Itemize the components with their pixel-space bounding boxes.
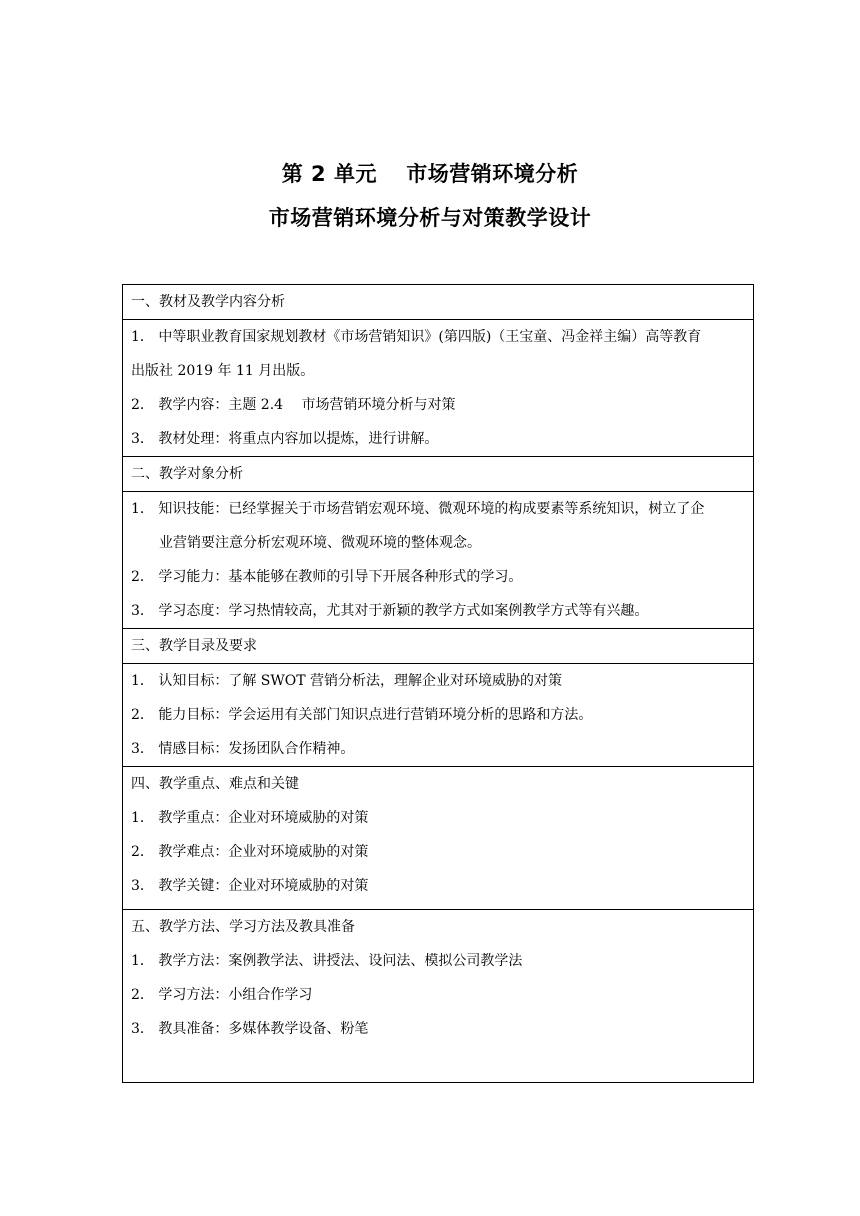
section-3-heading: 三、教学目录及要求 xyxy=(123,629,754,664)
section-5-item-3: 3． 教具准备：多媒体教学设备、粉笔 xyxy=(131,1021,369,1037)
section-1-content-row xyxy=(123,320,754,457)
section-3-item-3: 3． 情感目标：发扬团队合作精神。 xyxy=(131,741,355,757)
section-1-heading: 一、教材及教学内容分析 xyxy=(123,285,754,320)
section-1-header-row xyxy=(123,285,754,320)
section-5-item-2: 2． 学习方法：小组合作学习 xyxy=(131,987,313,1003)
teaching-design-table xyxy=(122,284,754,1083)
section-1-item-2: 2． 教学内容：主题 2.4 市场营销环境分析与对策 xyxy=(131,397,456,413)
lesson-title: 市场营销环境分析与对策教学设计 xyxy=(268,206,592,230)
section-2-item-3: 3． 学习态度：学习热情较高，尤其对于新颖的教学方式如案例教学方式等有兴趣。 xyxy=(131,603,649,619)
section-1-content xyxy=(123,320,754,457)
section-5-item-1: 1． 教学方法：案例教学法、讲授法、设问法、模拟公司教学法 xyxy=(131,953,523,969)
section-5-content xyxy=(123,910,754,1083)
section-5-row xyxy=(123,910,754,1083)
section-2-header-row xyxy=(123,457,754,492)
section-2-content xyxy=(123,492,754,629)
section-4-item-2: 2． 教学难点：企业对环境威胁的对策 xyxy=(131,844,369,860)
section-2-content-row xyxy=(123,492,754,629)
section-4-row xyxy=(123,767,754,910)
section-2-item-1: 1． 知识技能：已经掌握关于市场营销宏观环境、微观环境的构成要素等系统知识，树立了企 xyxy=(131,501,705,517)
section-3-item-2: 2． 能力目标：学会运用有关部门知识点进行营销环境分析的思路和方法。 xyxy=(131,707,593,723)
section-2-item-1-cont: 业营销要注意分析宏观环境、微观环境的整体观念。 xyxy=(159,535,481,551)
section-4-content xyxy=(123,767,754,910)
section-3-content-row xyxy=(123,664,754,767)
section-1-item-3: 3． 教材处理：将重点内容加以提炼，进行讲解。 xyxy=(131,431,439,447)
section-2-item-2: 2． 学习能力：基本能够在教师的引导下开展各种形式的学习。 xyxy=(131,569,523,585)
section-4-item-3: 3． 教学关键：企业对环境威胁的对策 xyxy=(131,878,369,894)
section-1-item-1: 1． 中等职业教育国家规划教材《市场营销知识》(第四版)（王宝童、冯金祥主编）高等教育 xyxy=(131,329,702,345)
section-5-heading: 五、教学方法、学习方法及教具准备 xyxy=(131,919,355,935)
section-2-heading: 二、教学对象分析 xyxy=(123,457,754,492)
unit-title: 第 2 单元 市场营销环境分析 xyxy=(281,162,579,186)
section-3-content xyxy=(123,664,754,767)
section-3-header-row xyxy=(123,629,754,664)
section-3-item-1: 1． 认知目标：了解 SWOT 营销分析法，理解企业对环境威胁的对策 xyxy=(131,673,563,689)
section-1-item-1-cont: 出版社 2019 年 11 月出版。 xyxy=(131,363,315,379)
section-4-heading: 四、教学重点、难点和关键 xyxy=(131,776,299,792)
section-4-item-1: 1． 教学重点：企业对环境威胁的对策 xyxy=(131,810,369,826)
